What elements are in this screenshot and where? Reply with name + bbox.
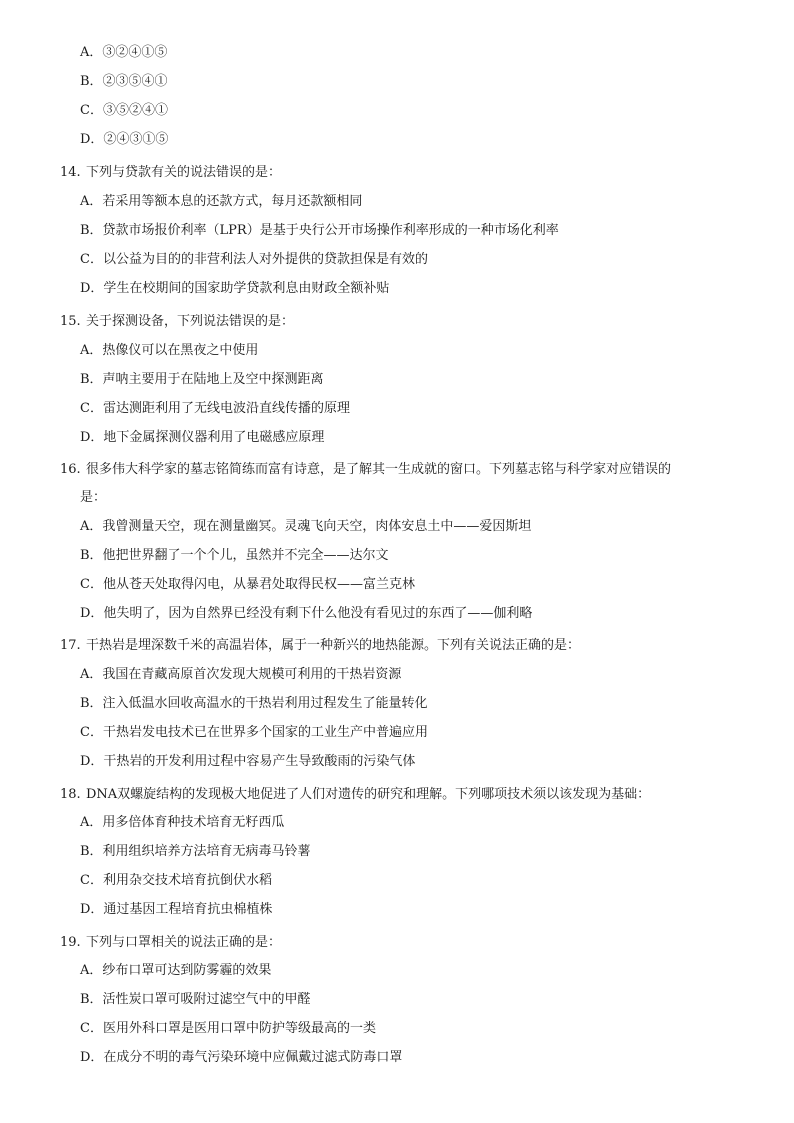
option-d: D．他失明了，因为自然界已经没有剩下什么他没有看见过的东西了——伽利略 xyxy=(80,606,533,621)
option-b: B．活性炭口罩可吸附过滤空气中的甲醛 xyxy=(80,992,311,1007)
option-b: B．②③⑤④① xyxy=(80,74,168,89)
question-stem: 干热岩是埋深数千米的高温岩体，属于一种新兴的地热能源。下列有关说法正确的是： xyxy=(86,638,581,653)
question-number: 19. xyxy=(60,935,81,950)
option-b: B．注入低温水回收高温水的干热岩利用过程发生了能量转化 xyxy=(80,696,428,711)
question-number: 16. xyxy=(60,462,81,477)
option-d: D．②④③①⑤ xyxy=(80,132,169,147)
option-a: A．我国在青藏高原首次发现大规模可利用的干热岩资源 xyxy=(80,667,402,682)
option-c: C．③⑤②④① xyxy=(80,103,168,118)
question-number: 18. xyxy=(60,787,81,802)
question-number: 15. xyxy=(60,314,81,329)
question-number: 14. xyxy=(60,165,81,180)
option-b: B．他把世界翻了一个个儿，虽然并不完全——达尔文 xyxy=(80,548,389,563)
question-stem: 下列与贷款有关的说法错误的是： xyxy=(86,165,282,180)
option-d: D．在成分不明的毒气污染环境中应佩戴过滤式防毒口罩 xyxy=(80,1050,403,1065)
question-stem: 下列与口罩相关的说法正确的是： xyxy=(86,935,282,950)
option-c: C．以公益为目的的非营利法人对外提供的贷款担保是有效的 xyxy=(80,252,428,267)
option-a: A．③②④①⑤ xyxy=(80,45,168,60)
option-c: C．他从苍天处取得闪电，从暴君处取得民权——富兰克林 xyxy=(80,577,415,592)
option-a: A．用多倍体育种技术培育无籽西瓜 xyxy=(80,815,285,830)
option-d: D．学生在校期间的国家助学贷款利息由财政全额补贴 xyxy=(80,281,390,296)
option-c: C．医用外科口罩是医用口罩中防护等级最高的一类 xyxy=(80,1021,376,1036)
option-a: A．热像仪可以在黑夜之中使用 xyxy=(80,343,259,358)
question-stem: 关于探测设备，下列说法错误的是： xyxy=(86,314,295,329)
question-stem: DNA双螺旋结构的发现极大地促进了人们对遗传的研究和理解。下列哪项技术须以该发现为基础： xyxy=(86,787,651,802)
option-a: A．我曾测量天空，现在测量幽冥。灵魂飞向天空，肉体安息土中——爱因斯坦 xyxy=(80,519,532,534)
option-b: B．贷款市场报价利率（LPR）是基于央行公开市场操作利率形成的一种市场化利率 xyxy=(80,223,559,238)
question-stem-continued: 是： xyxy=(80,490,107,505)
question-number: 17. xyxy=(60,638,81,653)
option-a: A．纱布口罩可达到防雾霾的效果 xyxy=(80,963,272,978)
option-c: C．雷达测距利用了无线电波沿直线传播的原理 xyxy=(80,401,350,416)
option-c: C．利用杂交技术培育抗倒伏水稻 xyxy=(80,873,272,888)
option-d: D．地下金属探测仪器利用了电磁感应原理 xyxy=(80,430,325,445)
option-c: C．干热岩发电技术已在世界多个国家的工业生产中普遍应用 xyxy=(80,725,428,740)
option-a: A．若采用等额本息的还款方式，每月还款额相同 xyxy=(80,194,363,209)
option-d: D．通过基因工程培育抗虫棉植株 xyxy=(80,902,273,917)
option-d: D．干热岩的开发利用过程中容易产生导致酸雨的污染气体 xyxy=(80,754,416,769)
question-stem: 很多伟大科学家的墓志铭简练而富有诗意，是了解其一生成就的窗口。下列墓志铭与科学家对应错误的 xyxy=(86,462,672,477)
option-b: B．利用组织培养方法培育无病毒马铃薯 xyxy=(80,844,311,859)
option-b: B．声呐主要用于在陆地上及空中探测距离 xyxy=(80,372,324,387)
